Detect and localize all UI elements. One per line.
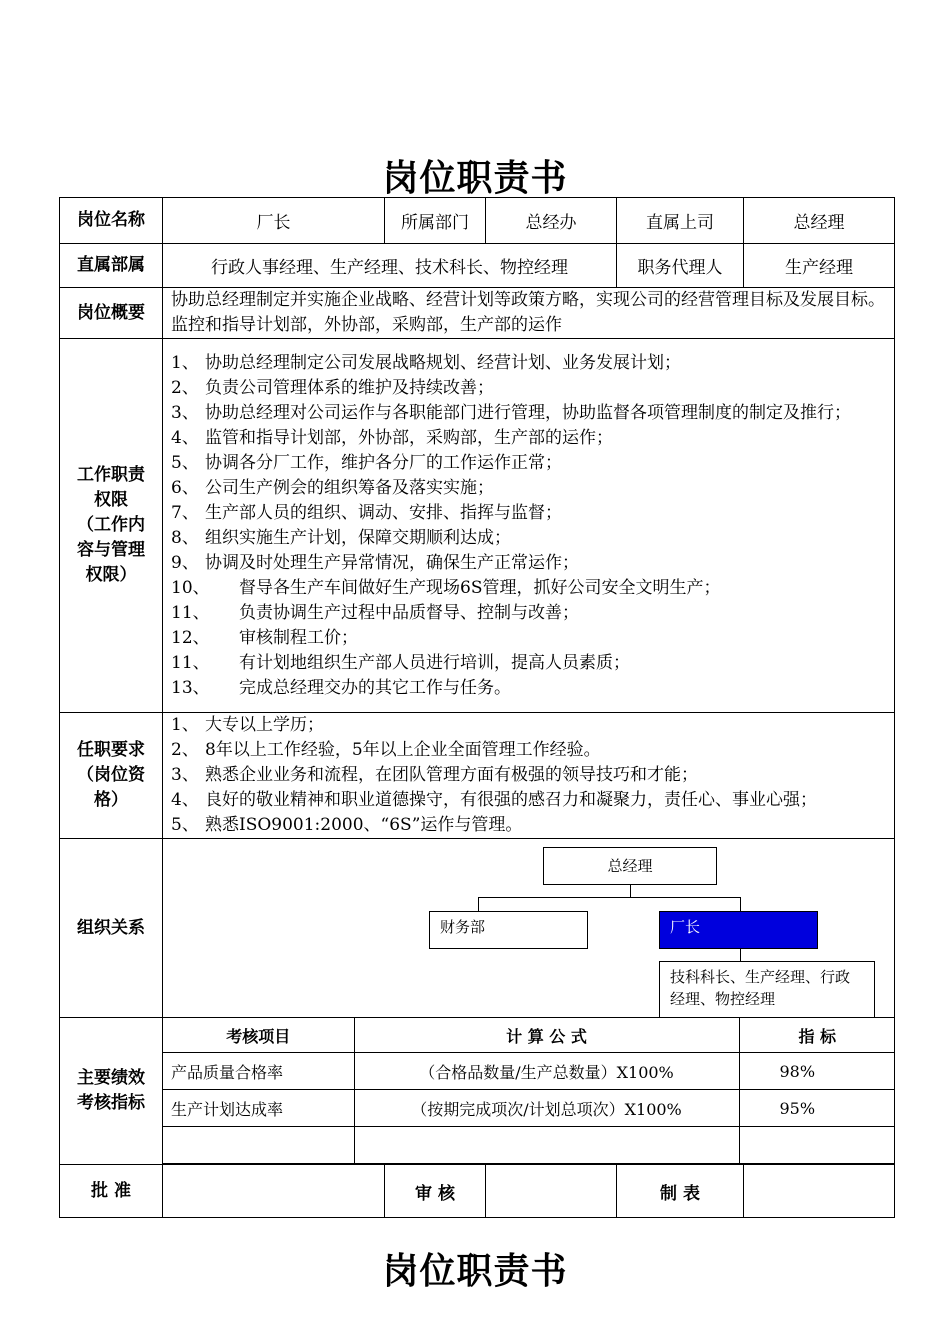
item-text: 协调各分厂工作，维护各分厂的工作运作正常； [205, 452, 562, 473]
kpi-header-target: 指 标 [739, 1018, 895, 1053]
review-label: 审 核 [385, 1165, 486, 1218]
approve-label: 批 准 [60, 1165, 163, 1218]
item-number: 5、 [171, 815, 199, 835]
item-number: 5、 [171, 452, 199, 473]
review-field [486, 1165, 617, 1218]
kpi-row-formula: （合格品数量/生产总数量）X100% [354, 1053, 739, 1090]
kpi-header-formula: 计 算 公 式 [354, 1018, 739, 1053]
deputy-label: 职务代理人 [617, 244, 744, 288]
org-chart [163, 839, 895, 1018]
item-number: 1、 [171, 352, 199, 373]
org-subordinates-box: 技科科长、生产经理、行政经理、物控经理 [659, 961, 875, 1018]
item-text: 负责协调生产过程中品质督导、控制与改善； [239, 602, 579, 623]
org-label: 组织关系 [60, 839, 163, 1018]
summary-text: 协助总经理制定并实施企业战略、经营计划等政策方略，实现公司的经营管理目标及发展目标。监控和指导计划部，外协部，采购部，生产部的运作 [163, 288, 895, 339]
item-number: 13、 [171, 677, 210, 698]
list-item [171, 676, 888, 701]
list-item [171, 788, 888, 813]
item-text: 完成总经理交办的其它工作与任务。 [239, 677, 511, 698]
item-text: 监管和指导计划部，外协部，采购部，生产部的运作； [205, 427, 613, 448]
item-number: 2、 [171, 377, 199, 398]
item-text: 审核制程工价； [239, 627, 358, 648]
list-item [171, 426, 888, 451]
list-item [171, 626, 888, 651]
duties-label-line: 权限 [94, 490, 128, 510]
item-text: 协调及时处理生产异常情况，确保生产正常运作； [205, 552, 579, 573]
org-top-box: 总经理 [543, 847, 717, 885]
item-text: 8年以上工作经验，5年以上企业全面管理工作经验。 [205, 740, 601, 760]
superior-value: 总经理 [744, 198, 895, 244]
item-text: 良好的敬业精神和职业道德操守，有很强的感召力和凝聚力，责任心、事业心强； [205, 790, 817, 810]
superior-label: 直属上司 [617, 198, 744, 244]
item-number: 1、 [171, 715, 199, 735]
item-text: 有计划地组织生产部人员进行培训，提高人员素质； [239, 652, 630, 673]
org-factory-director-box: 厂长 [659, 911, 818, 949]
deputy-value: 生产经理 [744, 244, 895, 288]
list-item [171, 401, 888, 426]
item-number: 11、 [171, 652, 210, 673]
kpi-table [163, 1018, 895, 1164]
list-item [171, 351, 888, 376]
kpi-table-cell [163, 1018, 895, 1165]
position-value: 厂长 [163, 198, 385, 244]
list-item [171, 576, 888, 601]
approve-field [163, 1165, 385, 1218]
list-item [171, 476, 888, 501]
list-item [171, 601, 888, 626]
kpi-row-empty [354, 1127, 739, 1164]
item-number: 4、 [171, 790, 199, 810]
requirements-label [60, 713, 163, 839]
requirements-label-line: 任职要求 [77, 740, 145, 760]
list-item [171, 651, 888, 676]
item-number: 3、 [171, 765, 199, 785]
item-text: 负责公司管理体系的维护及持续改善； [205, 377, 494, 398]
item-number: 7、 [171, 502, 199, 523]
item-number: 8、 [171, 527, 199, 548]
position-label: 岗位名称 [60, 198, 163, 244]
subordinates-label: 直属部属 [60, 244, 163, 288]
org-finance-box: 财务部 [429, 911, 588, 949]
subordinates-value: 行政人事经理、生产经理、技术科长、物控经理 [163, 244, 617, 288]
duties-list [163, 339, 895, 713]
item-text: 生产部人员的组织、调动、安排、指挥与监督； [205, 502, 562, 523]
prepare-field [744, 1165, 895, 1218]
prepare-label: 制 表 [617, 1165, 744, 1218]
list-item [171, 738, 888, 763]
requirements-list [163, 713, 895, 839]
list-item [171, 501, 888, 526]
item-number: 11、 [171, 602, 210, 623]
item-text: 公司生产例会的组织筹备及落实实施； [205, 477, 494, 498]
item-number: 2、 [171, 740, 199, 760]
list-item [171, 763, 888, 788]
item-text: 组织实施生产计划，保障交期顺利达成； [205, 527, 511, 548]
item-number: 9、 [171, 552, 199, 573]
responsibility-table [59, 197, 895, 1218]
kpi-header-item: 考核项目 [163, 1018, 354, 1053]
summary-label: 岗位概要 [60, 288, 163, 339]
document-title: 岗位职责书 [382, 157, 568, 199]
list-item [171, 551, 888, 576]
duties-label [60, 339, 163, 713]
requirements-label-line: 格） [94, 790, 128, 810]
duties-label-line: 工作职责 [77, 465, 145, 485]
item-text: 大专以上学历； [205, 715, 324, 735]
kpi-label [60, 1018, 163, 1165]
item-number: 10、 [171, 577, 210, 598]
dept-value: 总经办 [486, 198, 617, 244]
item-number: 6、 [171, 477, 199, 498]
item-number: 4、 [171, 427, 199, 448]
dept-label: 所属部门 [385, 198, 486, 244]
duties-label-line: （工作内 [77, 515, 145, 535]
kpi-label-line: 主要绩效 [77, 1068, 145, 1088]
item-text: 熟悉企业业务和流程，在团队管理方面有极强的领导技巧和才能； [205, 765, 698, 785]
list-item [171, 713, 888, 738]
list-item [171, 376, 888, 401]
list-item [171, 451, 888, 476]
kpi-row-target: 95% [739, 1090, 895, 1127]
item-text: 协助总经理制定公司发展战略规划、经营计划、业务发展计划； [205, 352, 681, 373]
item-number: 12、 [171, 627, 210, 648]
item-text: 熟悉ISO9001:2000、“6S”运作与管理。 [205, 815, 523, 835]
document-title-next-page: 岗位职责书 [382, 1250, 568, 1292]
duties-label-line: 容与管理 [77, 540, 145, 560]
kpi-row-empty [163, 1127, 354, 1164]
item-text: 协助总经理对公司运作与各职能部门进行管理，协助监督各项管理制度的制定及推行； [205, 402, 851, 423]
requirements-label-line: （岗位资 [77, 765, 145, 785]
kpi-row-target: 98% [739, 1053, 895, 1090]
list-item [171, 813, 888, 838]
kpi-label-line: 考核指标 [77, 1093, 145, 1113]
item-text: 督导各生产车间做好生产现场6S管理，抓好公司安全文明生产； [239, 577, 721, 598]
item-number: 3、 [171, 402, 199, 423]
kpi-row-formula: （按期完成项次/计划总项次）X100% [354, 1090, 739, 1127]
list-item [171, 526, 888, 551]
kpi-row-item: 生产计划达成率 [163, 1090, 354, 1127]
duties-label-line: 权限） [85, 565, 137, 585]
kpi-row-empty [739, 1127, 895, 1164]
kpi-row-item: 产品质量合格率 [163, 1053, 354, 1090]
